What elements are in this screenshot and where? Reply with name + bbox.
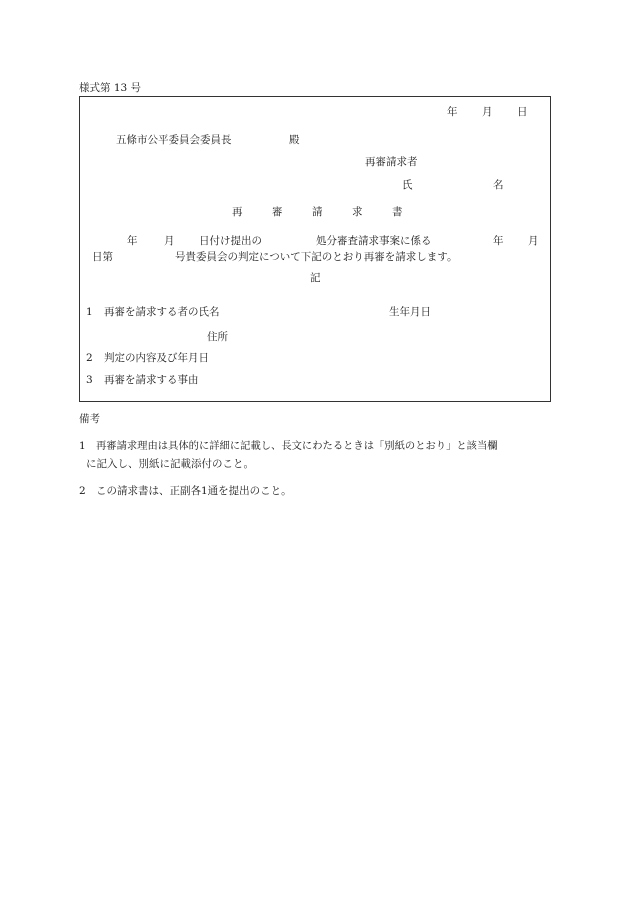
note2-number: 2 bbox=[79, 485, 86, 497]
title-char-3: 請 bbox=[312, 206, 323, 218]
item3-label: 再審を請求する事由 bbox=[104, 374, 199, 386]
body-day-no: 日第 bbox=[92, 251, 113, 263]
addressee-name: 五條市公平委員会委員長 bbox=[116, 134, 232, 146]
title-char-5: 書 bbox=[392, 206, 403, 218]
item1-birthdate-label: 生年月日 bbox=[389, 306, 431, 318]
body-month-label: 月 bbox=[164, 235, 175, 247]
title-char-4: 求 bbox=[352, 206, 363, 218]
item3-number: 3 bbox=[86, 374, 93, 386]
notes-heading: 備考 bbox=[79, 413, 100, 425]
item1-number: 1 bbox=[86, 306, 93, 318]
note1-line2: に記入し、別紙に記載添付のこと。 bbox=[86, 458, 254, 470]
item2-number: 2 bbox=[86, 352, 93, 364]
requester-label: 再審請求者 bbox=[365, 156, 418, 168]
title-char-1: 再 bbox=[232, 206, 243, 218]
requester-name-label-1: 氏 bbox=[402, 179, 413, 191]
date-month-label: 月 bbox=[482, 106, 493, 118]
date-day-label: 日 bbox=[517, 106, 528, 118]
body-month2-label: 月 bbox=[528, 235, 539, 247]
body-year-label: 年 bbox=[127, 235, 138, 247]
requester-name-label-2: 名 bbox=[493, 179, 504, 191]
item1-label: 再審を請求する者の氏名 bbox=[104, 306, 220, 318]
title-char-2: 審 bbox=[272, 206, 283, 218]
item1-address-label: 住所 bbox=[207, 331, 228, 343]
note1-line1: 再審請求理由は具体的に詳細に記載し、長文にわたるときは「別紙のとおり」と該当欄 bbox=[96, 440, 498, 452]
body-year2-label: 年 bbox=[493, 235, 504, 247]
body-decision-text: 号貴委員会の判定について下記のとおり再審を請求します。 bbox=[175, 251, 458, 263]
form-number: 様式第 13 号 bbox=[79, 82, 142, 94]
body-case-text: 処分審査請求事案に係る bbox=[316, 235, 432, 247]
note2-text: この請求書は、正副各1通を提出のこと。 bbox=[96, 485, 292, 497]
item2-label: 判定の内容及び年月日 bbox=[104, 352, 209, 364]
date-year-label: 年 bbox=[447, 106, 458, 118]
note1-number: 1 bbox=[79, 440, 86, 452]
body-dated-submission: 日付け提出の bbox=[199, 235, 262, 247]
addressee-honorific: 殿 bbox=[289, 134, 300, 146]
ki-marker: 記 bbox=[310, 272, 321, 284]
